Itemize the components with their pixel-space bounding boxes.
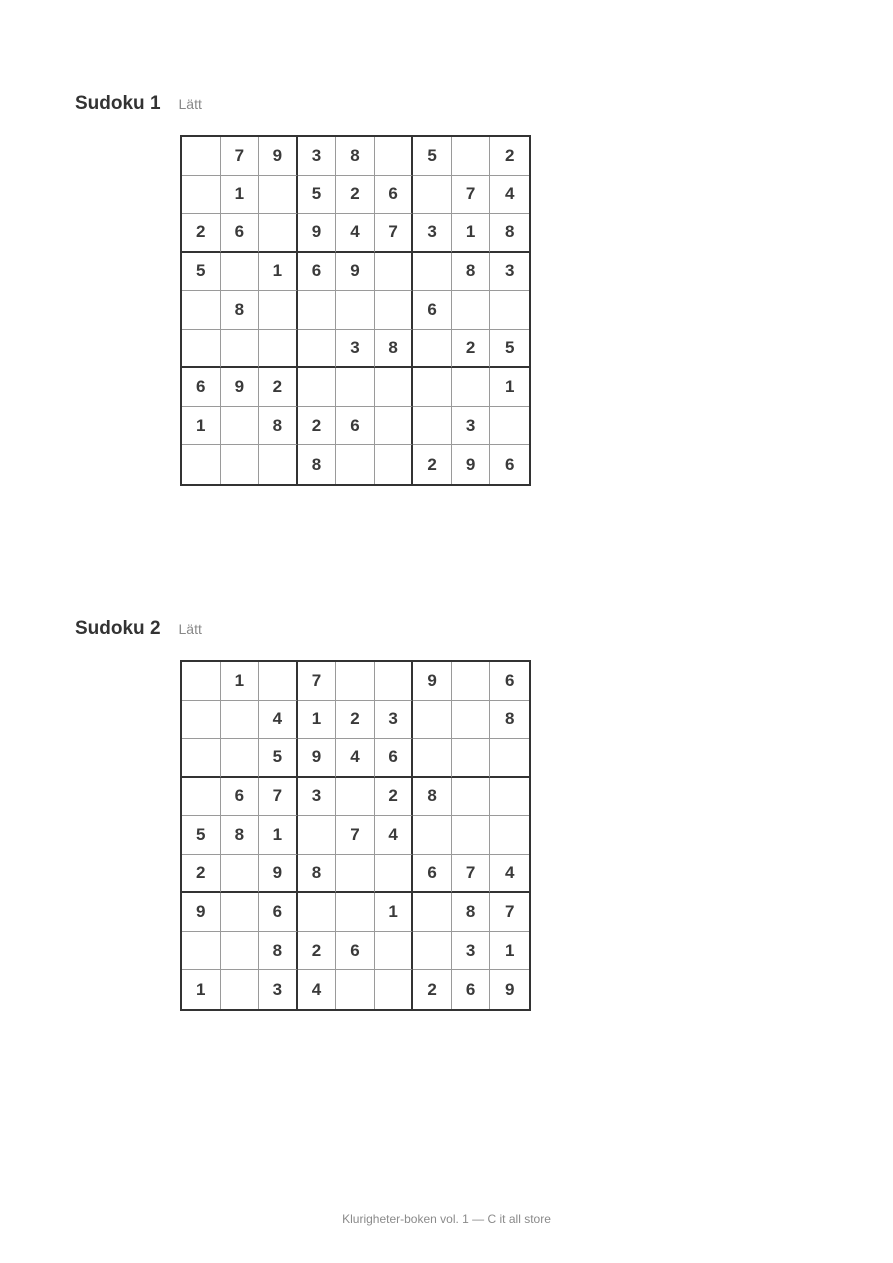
puzzle-name: Sudoku 1 <box>75 93 161 114</box>
sudoku-cell <box>259 330 298 369</box>
sudoku-cell: 1 <box>490 368 529 407</box>
sudoku-cell: 6 <box>221 778 260 817</box>
sudoku-cell: 6 <box>259 893 298 932</box>
sudoku-cell: 6 <box>413 855 452 894</box>
sudoku-cell <box>413 701 452 740</box>
sudoku-cell <box>336 893 375 932</box>
sudoku-cell <box>452 778 491 817</box>
sudoku-cell: 9 <box>452 445 491 484</box>
sudoku-cell <box>298 816 337 855</box>
sudoku-cell: 1 <box>490 932 529 971</box>
sudoku-cell: 6 <box>182 368 221 407</box>
sudoku-cell: 6 <box>298 253 337 292</box>
sudoku-cell: 9 <box>413 662 452 701</box>
sudoku-cell <box>413 816 452 855</box>
sudoku-cell: 8 <box>336 137 375 176</box>
sudoku-cell: 1 <box>182 970 221 1009</box>
puzzle-title-2 <box>75 618 202 640</box>
sudoku-cell <box>336 368 375 407</box>
sudoku-cell: 6 <box>413 291 452 330</box>
sudoku-cell <box>336 970 375 1009</box>
sudoku-cell: 1 <box>182 407 221 446</box>
sudoku-cell <box>490 778 529 817</box>
sudoku-cell: 1 <box>298 701 337 740</box>
sudoku-cell <box>298 330 337 369</box>
sudoku-cell <box>182 176 221 215</box>
sudoku-cell: 4 <box>259 701 298 740</box>
sudoku-cell: 9 <box>259 855 298 894</box>
difficulty-label: Lätt <box>178 96 202 112</box>
sudoku-cell: 2 <box>298 932 337 971</box>
puzzle-title-1 <box>75 93 202 115</box>
sudoku-cell: 8 <box>259 407 298 446</box>
sudoku-cell <box>336 855 375 894</box>
sudoku-cell: 6 <box>490 662 529 701</box>
sudoku-cell <box>375 291 414 330</box>
sudoku-cell <box>375 407 414 446</box>
sudoku-cell <box>221 407 260 446</box>
sudoku-cell <box>221 330 260 369</box>
sudoku-cell <box>375 662 414 701</box>
sudoku-cell: 7 <box>375 214 414 253</box>
sudoku-cell <box>413 893 452 932</box>
sudoku-cell: 3 <box>490 253 529 292</box>
sudoku-cell: 6 <box>375 176 414 215</box>
sudoku-cell <box>221 445 260 484</box>
sudoku-cell: 3 <box>298 137 337 176</box>
puzzle-name: Sudoku 2 <box>75 618 161 639</box>
sudoku-cell: 6 <box>336 407 375 446</box>
sudoku-cell <box>336 778 375 817</box>
sudoku-cell: 2 <box>375 778 414 817</box>
sudoku-cell: 9 <box>221 368 260 407</box>
sudoku-cell <box>452 816 491 855</box>
sudoku-cell: 2 <box>336 176 375 215</box>
sudoku-cell <box>221 701 260 740</box>
sudoku-cell <box>182 330 221 369</box>
sudoku-cell: 5 <box>298 176 337 215</box>
sudoku-cell: 4 <box>375 816 414 855</box>
sudoku-cell: 9 <box>504 979 515 999</box>
sudoku-cell <box>490 291 529 330</box>
sudoku-cell <box>221 970 260 1009</box>
sudoku-cell <box>259 176 298 215</box>
sudoku-cell: 2 <box>259 368 298 407</box>
sudoku-cell <box>182 291 221 330</box>
sudoku-cell <box>221 855 260 894</box>
sudoku-cell: 5 <box>259 739 298 778</box>
difficulty-label: Lätt <box>178 621 202 637</box>
sudoku-cell: 4 <box>490 176 529 215</box>
sudoku-cell: 9 <box>336 253 375 292</box>
sudoku-cell <box>452 701 491 740</box>
sudoku-cell: 7 <box>452 855 491 894</box>
sudoku-cell: 3 <box>336 330 375 369</box>
sudoku-cell: 8 <box>298 855 337 894</box>
sudoku-cell <box>375 970 414 1009</box>
sudoku-cell: 9 <box>182 893 221 932</box>
sudoku-cell <box>413 176 452 215</box>
sudoku-cell <box>375 137 414 176</box>
sudoku-cell <box>336 662 375 701</box>
sudoku-cell <box>259 214 298 253</box>
sudoku-cell <box>375 855 414 894</box>
sudoku-cell: 6 <box>221 214 260 253</box>
sudoku-cell <box>182 137 221 176</box>
sudoku-cell <box>221 253 260 292</box>
sudoku-cell <box>452 291 491 330</box>
sudoku-cell <box>182 662 221 701</box>
sudoku-cell <box>413 368 452 407</box>
sudoku-cell <box>413 253 452 292</box>
sudoku-cell: 8 <box>375 330 414 369</box>
sudoku-cell <box>413 407 452 446</box>
sudoku-cell <box>182 739 221 778</box>
sudoku-cell <box>182 778 221 817</box>
sudoku-cell <box>375 445 414 484</box>
sudoku-cell: 3 <box>452 407 491 446</box>
sudoku-cell: 1 <box>452 214 491 253</box>
sudoku-cell: 3 <box>452 932 491 971</box>
sudoku-cell: 9 <box>259 137 298 176</box>
sudoku-cell: 8 <box>452 893 491 932</box>
sudoku-cell: 5 <box>490 330 529 369</box>
sudoku-cell <box>413 739 452 778</box>
sudoku-cell <box>182 445 221 484</box>
sudoku-cell: 6 <box>504 454 515 474</box>
sudoku-cell: 2 <box>182 214 221 253</box>
sudoku-cell <box>259 662 298 701</box>
sudoku-cell: 5 <box>413 137 452 176</box>
sudoku-cell: 6 <box>336 932 375 971</box>
sudoku-cell: 8 <box>452 253 491 292</box>
sudoku-cell: 3 <box>413 214 452 253</box>
sudoku-cell <box>452 368 491 407</box>
sudoku-cell: 8 <box>298 445 337 484</box>
sudoku-cell: 2 <box>490 137 529 176</box>
sudoku-cell: 3 <box>375 701 414 740</box>
sudoku-cell <box>336 445 375 484</box>
sudoku-cell: 9 <box>298 739 337 778</box>
sudoku-cell: 5 <box>182 253 221 292</box>
sudoku-cell <box>490 739 529 778</box>
sudoku-cell: 4 <box>336 739 375 778</box>
sudoku-cell: 6 <box>375 739 414 778</box>
sudoku-cell: 7 <box>298 662 337 701</box>
sudoku-cell: 8 <box>490 214 529 253</box>
sudoku-grid-1 <box>180 135 531 486</box>
sudoku-cell <box>259 291 298 330</box>
sudoku-cell: 4 <box>298 970 337 1009</box>
sudoku-cell <box>221 932 260 971</box>
sudoku-cell: 4 <box>490 855 529 894</box>
sudoku-cell: 1 <box>221 662 260 701</box>
sudoku-cell <box>375 368 414 407</box>
sudoku-cell <box>375 932 414 971</box>
sudoku-cell <box>490 407 529 446</box>
sudoku-cell: 7 <box>221 137 260 176</box>
sudoku-cell <box>182 932 221 971</box>
sudoku-cell: 7 <box>452 176 491 215</box>
sudoku-cell: 1 <box>221 176 260 215</box>
sudoku-cell: 3 <box>259 970 298 1009</box>
sudoku-cell <box>298 368 337 407</box>
sudoku-cell: 4 <box>336 214 375 253</box>
sudoku-cell: 8 <box>413 778 452 817</box>
sudoku-cell: 8 <box>259 932 298 971</box>
sudoku-grid-2 <box>180 660 531 1011</box>
sudoku-cell: 2 <box>298 407 337 446</box>
sudoku-cell <box>182 701 221 740</box>
sudoku-cell <box>413 932 452 971</box>
page-footer: Klurigheter-boken vol. 1 — C it all store <box>342 1212 551 1226</box>
sudoku-cell: 7 <box>490 893 529 932</box>
sudoku-cell <box>490 816 529 855</box>
sudoku-cell: 7 <box>336 816 375 855</box>
sudoku-cell: 2 <box>182 855 221 894</box>
sudoku-cell <box>298 893 337 932</box>
sudoku-cell: 3 <box>298 778 337 817</box>
sudoku-cell <box>259 445 298 484</box>
sudoku-cell <box>221 739 260 778</box>
sudoku-cell: 2 <box>452 330 491 369</box>
sudoku-cell: 2 <box>336 701 375 740</box>
sudoku-cell: 1 <box>259 816 298 855</box>
sudoku-cell: 1 <box>375 893 414 932</box>
sudoku-cell: 6 <box>452 970 491 1009</box>
sudoku-cell: 2 <box>413 970 452 1009</box>
sudoku-cell: 8 <box>221 816 260 855</box>
sudoku-cell <box>452 739 491 778</box>
sudoku-cell <box>413 330 452 369</box>
sudoku-cell <box>221 893 260 932</box>
sudoku-cell: 2 <box>413 445 452 484</box>
sudoku-cell: 8 <box>490 701 529 740</box>
sudoku-cell: 7 <box>259 778 298 817</box>
sudoku-cell: 5 <box>182 816 221 855</box>
sudoku-cell <box>298 291 337 330</box>
sudoku-cell: 8 <box>221 291 260 330</box>
sudoku-cell <box>336 291 375 330</box>
sudoku-cell <box>452 662 491 701</box>
sudoku-cell <box>452 137 491 176</box>
sudoku-cell: 1 <box>259 253 298 292</box>
sudoku-cell <box>375 253 414 292</box>
sudoku-cell: 9 <box>298 214 337 253</box>
